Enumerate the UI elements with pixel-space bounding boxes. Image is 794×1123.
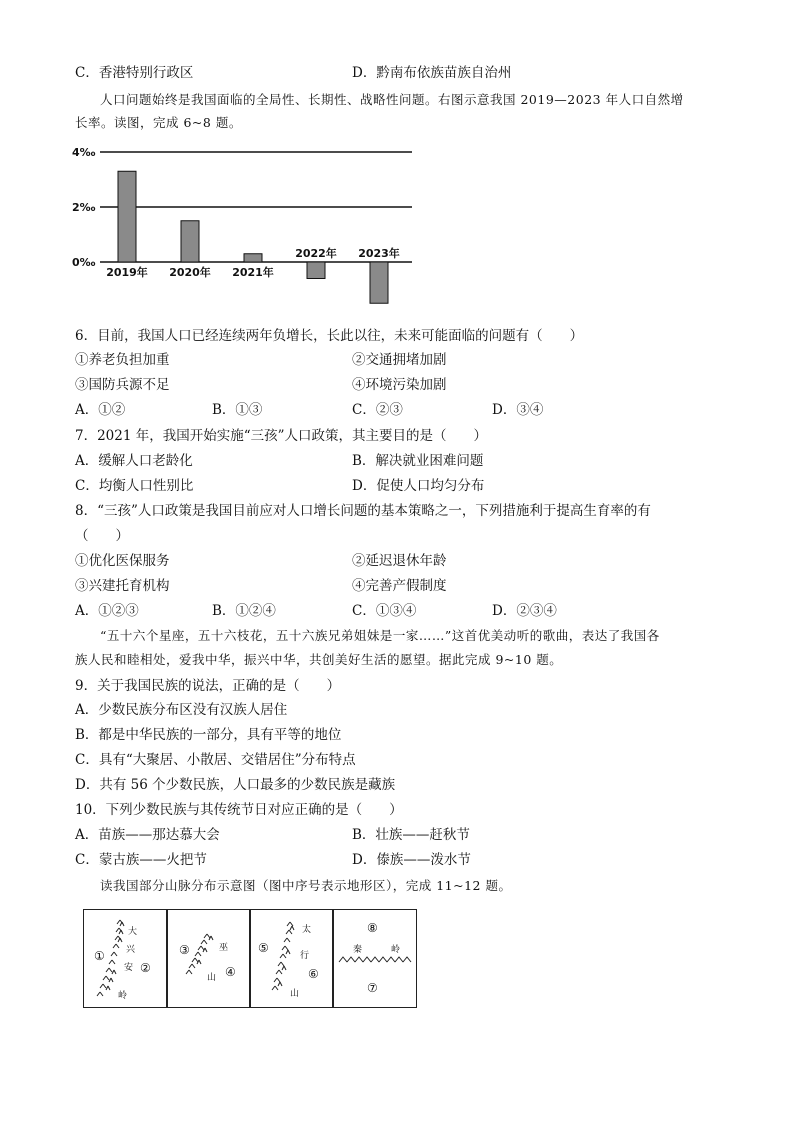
q6-item-3: ③国防兵源不足 (75, 377, 170, 393)
q8-item-1: ①优化医保服务 (75, 553, 170, 569)
q6-item-1: ①养老负担加重 (75, 352, 170, 368)
q10-option-a: A．苗族——那达慕大会 (75, 827, 220, 843)
q6-option-d: D．③④ (492, 402, 544, 418)
label-tai: 太 (302, 925, 312, 935)
intro-9-10-line2: 族人民和睦相处，爱我中华，振兴中华，共创美好生活的愿望。据此完成 9~10 题。 (75, 652, 563, 667)
label-da: 大 (128, 927, 138, 937)
label-3: ③ (179, 943, 190, 957)
q7-option-c: C．均衡人口性别比 (75, 478, 194, 494)
bar-2023年 (370, 262, 388, 303)
x-tick-label: 2022年 (295, 247, 337, 260)
panel-qinling (333, 910, 416, 1007)
label-5: ⑤ (258, 941, 269, 955)
q6-item-2: ②交通拥堵加剧 (352, 352, 447, 368)
label-1: ① (94, 949, 105, 963)
intro-11-12: 读我国部分山脉分布示意图（图中序号表示地形区），完成 11~12 题。 (100, 878, 512, 893)
q6-option-c: C．②③ (352, 402, 403, 418)
q9-stem: 9．关于我国民族的说法，正确的是（ ） (75, 678, 341, 694)
q6-item-4: ④环境污染加剧 (352, 377, 447, 393)
q5-option-c: C．香港特别行政区 (75, 65, 194, 81)
label-2: ② (140, 961, 151, 975)
q8-stem: 8．“三孩”人口政策是我国目前应对人口增长问题的基本策略之一，下列措施利于提高生育率的有 (75, 503, 651, 519)
q9-option-d: D．共有 56 个少数民族，人口最多的少数民族是藏族 (75, 777, 396, 793)
x-tick-label: 2023年 (358, 247, 400, 260)
bar-2020年 (181, 221, 199, 262)
mountain-range-icon (272, 922, 294, 990)
intro-6-8-line1: 人口问题始终是我国面临的全局性、长期性、战略性问题。右图示意我国 2019—2023 年人口自然增 (100, 92, 684, 107)
label-shan2: 山 (290, 989, 300, 999)
q9-option-c: C．具有“大聚居、小散居、交错居住”分布特点 (75, 752, 356, 768)
q7-stem: 7．2021 年，我国开始实施“三孩”人口政策，其主要目的是（ ） (75, 428, 488, 444)
intro-9-10-line1: “五十六个星座，五十六枝花，五十六族兄弟姐妹是一家……”这首优美动听的歌曲，表达了我国各 (100, 628, 660, 643)
q6-option-a: A．①② (75, 402, 126, 418)
x-tick-label: 2020年 (169, 266, 211, 279)
y-tick-label: 0‰ (72, 256, 96, 269)
panel-daxinganling (84, 910, 166, 1007)
q7-option-b: B．解决就业困难问题 (352, 453, 484, 469)
label-ling2: 岭 (391, 945, 401, 955)
panel-taihangshan (250, 910, 332, 1007)
label-4: ④ (225, 965, 236, 979)
label-7: ⑦ (367, 981, 378, 995)
label-qin: 秦 (353, 945, 363, 955)
q10-stem: 10．下列少数民族与其传统节日对应正确的是（ ） (75, 802, 403, 818)
q7-option-d: D．促使人口均匀分布 (352, 478, 485, 494)
q8-option-a: A．①②③ (75, 603, 139, 619)
q8-item-4: ④完善产假制度 (352, 578, 447, 594)
intro-6-8-line2: 长率。读图，完成 6~8 题。 (75, 115, 242, 130)
q8-stem-blank: （ ） (75, 528, 129, 544)
q10-option-d: D．傣族——泼水节 (352, 852, 471, 868)
y-tick-label: 2‰ (72, 201, 96, 214)
mountain-map (83, 909, 417, 1008)
label-8: ⑧ (367, 921, 378, 935)
bar-2021年 (244, 254, 262, 262)
q7-option-a: A．缓解人口老龄化 (75, 453, 193, 469)
x-tick-label: 2019年 (106, 266, 148, 279)
q8-option-d: D．②③④ (492, 603, 557, 619)
label-hang: 行 (300, 951, 310, 961)
bar-2019年 (118, 171, 136, 262)
bar-2022年 (307, 262, 325, 279)
q6-stem: 6．目前，我国人口已经连续两年负增长，长此以往，未来可能面临的问题有（ ） (75, 328, 584, 344)
population-growth-chart (70, 140, 420, 310)
label-6: ⑥ (308, 967, 319, 981)
q8-option-c: C．①③④ (352, 603, 417, 619)
q5-option-d: D．黔南布依族苗族自治州 (352, 65, 512, 81)
q8-item-3: ③兴建托育机构 (75, 578, 170, 594)
mountain-range-icon (339, 957, 411, 962)
q10-option-b: B．壮族——赶秋节 (352, 827, 470, 843)
q9-option-b: B．都是中华民族的一部分，具有平等的地位 (75, 727, 342, 743)
mountain-range-icon (186, 934, 213, 974)
y-tick-label: 4‰ (72, 146, 96, 159)
label-wu: 巫 (219, 943, 229, 953)
panel-wushan (167, 910, 249, 1007)
q6-option-b: B．①③ (212, 402, 263, 418)
label-shan: 山 (207, 973, 217, 983)
label-xing: 兴 (126, 945, 136, 955)
q9-option-a: A．少数民族分布区没有汉族人居住 (75, 702, 288, 718)
x-tick-label: 2021年 (232, 266, 274, 279)
q10-option-c: C．蒙古族——火把节 (75, 852, 207, 868)
q8-option-b: B．①②④ (212, 603, 276, 619)
q8-item-2: ②延迟退休年龄 (352, 553, 447, 569)
label-an: 安 (124, 963, 134, 973)
label-ling: 岭 (118, 991, 128, 1001)
